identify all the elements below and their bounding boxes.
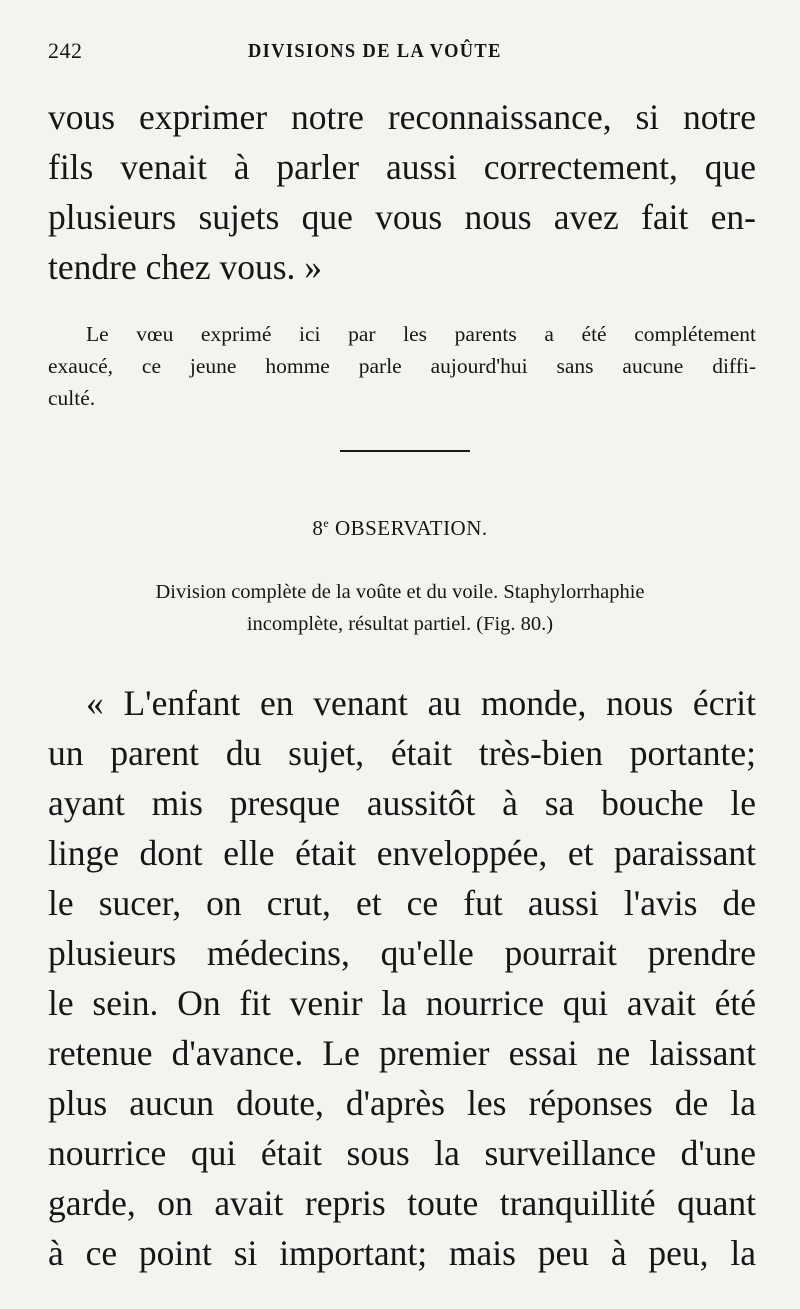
- continuation-line: fils venait à parler aussi correctement, que: [48, 147, 756, 187]
- running-title: DIVISIONS DE LA VOÛTE: [248, 40, 502, 62]
- note-line: Le vœu exprimé ici par les parents a été complétement: [86, 322, 756, 346]
- body-line: un parent du sujet, était très-bien portante;: [48, 733, 756, 773]
- note-line: exaucé, ce jeune homme parle aujourd'hui sans aucune diffi-: [48, 354, 756, 378]
- section-divider: [340, 450, 470, 452]
- body-line: le sein. On fit venir la nourrice qui avait été: [48, 983, 756, 1023]
- body-paragraph: [48, 678, 756, 1278]
- body-line: le sucer, on crut, et ce fut aussi l'avis de: [48, 883, 756, 923]
- body-line: ayant mis presque aussitôt à sa bouche le: [48, 783, 756, 823]
- body-line: plus aucun doute, d'après les réponses de la: [48, 1083, 756, 1123]
- summary-line: Division complète de la voûte et du voile. Staphylorrhaphie: [155, 581, 645, 603]
- body-line: nourrice qui était sous la surveillance d'une: [48, 1133, 756, 1173]
- note-line: culté.: [48, 386, 96, 410]
- observation-number: 8: [312, 516, 324, 540]
- continuation-line: vous exprimer notre reconnaissance, si notre: [48, 97, 756, 137]
- continuation-line: tendre chez vous. »: [48, 247, 323, 287]
- footnote-paragraph: [48, 318, 756, 414]
- running-head: [48, 38, 756, 68]
- page-number: 242: [48, 38, 83, 63]
- body-line: garde, on avait repris toute tranquillité quant: [48, 1183, 756, 1223]
- body-line: « L'enfant en venant au monde, nous écrit: [86, 683, 756, 723]
- observation-label: OBSERVATION.: [334, 516, 488, 540]
- continuation-line: plusieurs sujets que vous nous avez fait en-: [48, 197, 756, 237]
- summary-line: incomplète, résultat partiel. (Fig. 80.): [246, 613, 554, 635]
- observation-summary: [0, 576, 800, 640]
- body-line: plusieurs médecins, qu'elle pourrait prendre: [48, 933, 756, 973]
- continuation-paragraph: [48, 92, 756, 292]
- observation-heading: [0, 516, 800, 541]
- body-line: à ce point si important; mais peu à peu, la: [48, 1233, 756, 1273]
- observation-superscript: e: [323, 516, 330, 530]
- body-line: linge dont elle était enveloppée, et paraissant: [48, 833, 756, 873]
- body-line: retenue d'avance. Le premier essai ne laissant: [48, 1033, 756, 1073]
